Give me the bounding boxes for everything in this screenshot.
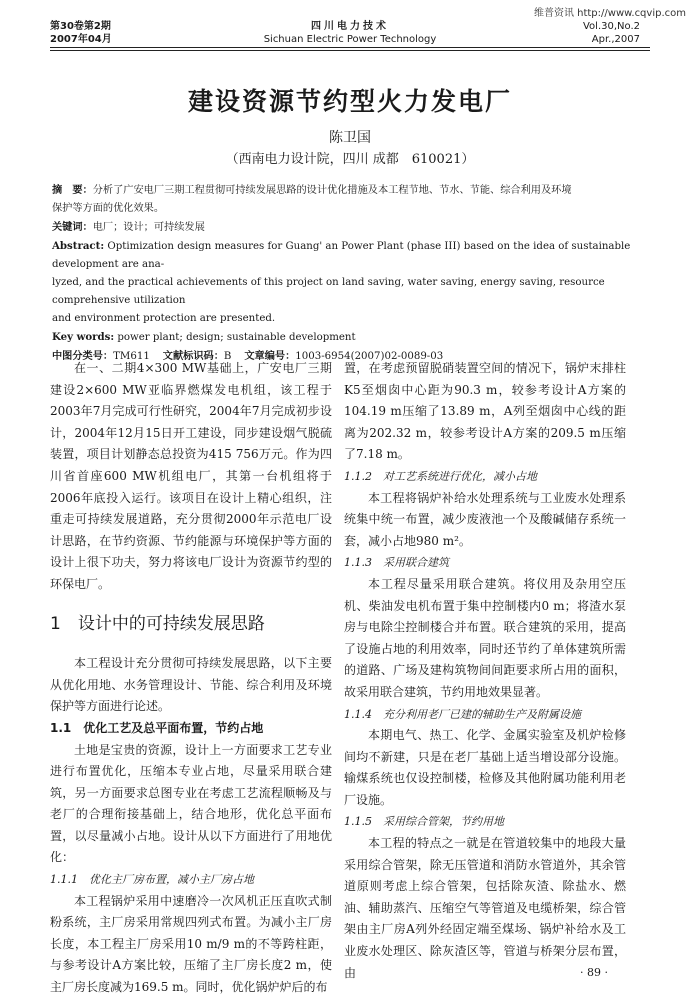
doc-code-value: B — [223, 351, 232, 362]
article-title: 建设资源节约型火力发电厂 — [187, 87, 512, 116]
section-1-heading: 1 设计中的可持续发展思路 — [50, 613, 265, 634]
abstract-en-line3: and environment protection are presented. — [52, 313, 276, 324]
article-id-value: 1003-6954(2007)02-0089-03 — [295, 351, 444, 362]
header-center — [230, 20, 470, 46]
right-column — [344, 358, 626, 984]
abstract-cn-line2: 保护等方面的优化效果。 — [52, 203, 165, 214]
section-1-1-2-heading: 1.1.2 对工艺系统进行优化，减小占地 — [344, 469, 537, 483]
article-id-label: 文章编号： — [244, 350, 296, 362]
header-volume: 第30卷第2期 — [50, 21, 111, 32]
header-rule — [50, 47, 650, 48]
header-date: 2007年04月 — [50, 34, 112, 45]
left-column — [50, 358, 332, 999]
section-1-1-3-text: 本工程尽量采用联合建筑。将仪用及杂用空压机、柴油发电机布置于集中控制楼内0 m；将渣水泵房与电除尘控制楼合并布置。联合建筑的采用，提高了设施占地的利用效率，同时还节约了单体建筑所需的道路、广场及建构筑物间间距要求所占用的面积，故采用联合建筑，节约用地效果显著。 — [344, 576, 626, 699]
section-1-1-5-heading: 1.1.5 采用综合管架，节约用地 — [344, 815, 504, 829]
header-right — [583, 20, 640, 46]
abstract-cn-label: 摘 要： — [52, 184, 93, 196]
section-1-1-4-heading: 1.1.4 充分利用老厂已建的辅助生产及附属设施 — [344, 707, 581, 721]
abstract-cn — [52, 181, 650, 200]
section-1-1-1-heading: 1.1.1 优化主厂房布置，减小主厂房占地 — [50, 873, 254, 887]
header-left — [50, 20, 112, 46]
abstract-en-line1: Optimization design measures for Guang' an Power Plant (phase III) based on the idea of sustainable development are ana- — [52, 241, 631, 270]
section-1-1-4-text: 本期电气、热工、化学、金属实验室及机炉检修间均不新建，只是在老厂基础上适当增设部分设施。输煤系统也仅设控制楼，检修及其他附属功能利用老厂设施。 — [344, 728, 626, 807]
section-1-1-heading: 1.1 优化工艺及总平面布置，节约占地 — [50, 720, 264, 735]
header-volume-en: Vol.30,No.2 — [582, 21, 640, 32]
abstract-en-line2: lyzed, and the practical achievements of this project on land saving, water saving, energy saving, resource comprehensive utilization — [52, 277, 605, 306]
abstract-en — [52, 237, 650, 274]
site-note: 维普资讯 http://www.cqvip.com — [533, 8, 686, 19]
continued-paragraph: 置，在考虑预留脱硝装置空间的情况下，锅炉末排柱K5至烟囱中心距为90.3 m，较参考设计A方案的104.19 m压缩了13.89 m，A列至烟囱中心线的距离为202.32 m，较参考设计A方案的209.5 m压缩了7.18 m。 — [344, 361, 626, 462]
header-rule-thin — [50, 50, 650, 51]
section-1-1-2-text: 本工程将锅炉补给水处理系统与工业废水处理系统集中统一布置，减少废液池一个及酸碱储存系统一套，减小占地980 m²。 — [344, 490, 626, 548]
abstract-block — [52, 181, 650, 366]
clc-label: 中图分类号： — [52, 350, 114, 362]
keywords-cn-text: 电厂；设计；可持续发展 — [92, 222, 205, 233]
clc-value: TM611 — [113, 351, 150, 362]
keywords-en-text: power plant; design; sustainable development — [114, 332, 356, 343]
section-1-1-3-heading: 1.1.3 采用联合建筑 — [344, 556, 449, 570]
section-1-1-5-text: 本工程的特点之一就是在管道较集中的地段大量采用综合管架，除无压管道和消防水管道外，其余管道原则考虑上综合管架，包括除灰渣、除盐水、燃油、辅助蒸汽、压缩空气等管道及电缆桥架，综合管架由主厂房A列外经固定端至煤场、锅炉补给水及工业废水处理区、除灰渣区等，管道与桥架分层布置，由 — [344, 836, 626, 980]
journal-name-en: Sichuan Electric Power Technology — [263, 34, 437, 45]
keywords-cn-label: 关键词： — [52, 221, 93, 233]
page-number: · 89 · — [580, 966, 608, 979]
author: 陈卫国 — [329, 130, 371, 146]
intro-paragraph: 在一、二期4×300 MW基础上，广安电厂三期建设2×600 MW亚临界燃煤发电机组，该工程于2003年7月完成可行性研究，2004年7月完成初步设计，2004年12月15日开工建设，同步建设烟气脱硫装置，项目计划静态总投资为415 756万元。作为四川省首座600 MW机组电厂，其第一台机组将于2006年底投入运行。该项目在设计上精心组织，注重走可持续发展道路，充分贯彻2000年示范电厂设计思路，在节约资源、节约能源与环境保护等方面的设计上很下功夫，努力将该电厂设计为资源节约型的环保电厂。 — [50, 361, 332, 591]
section-1-1-1-text: 本工程锅炉采用中速磨冷一次风机正压直吹式制粉系统，主厂房采用常规四列式布置。为减小主厂房长度，本工程主厂房采用10 m/9 m的不等跨柱距，与参考设计A方案比较，压缩了主厂房长度2 m，使主厂房长度减为169.5 m。同时，优化锅炉炉后的布 — [50, 893, 332, 995]
abstract-cn-line1: 分析了广安电厂三期工程贯彻可持续发展思路的设计优化措施及本工程节地、节水、节能、综合利用及环境 — [92, 185, 572, 196]
journal-name-cn: 四川电力技术 — [311, 21, 389, 32]
keywords-en — [52, 328, 650, 347]
affiliation: （西南电力设计院，四川 成都 610021） — [225, 152, 475, 167]
section-1-text: 本工程设计充分贯彻可持续发展思路，以下主要从优化用地、水务管理设计、节能、综合利用及环境保护等方面进行论述。 — [50, 656, 332, 714]
keywords-cn — [52, 218, 650, 237]
keywords-en-label: Key words: — [52, 331, 115, 343]
header-date-en: Apr.,2007 — [591, 34, 640, 45]
doc-code-label: 文献标识码： — [162, 350, 224, 362]
section-1-1-text: 土地是宝贵的资源，设计上一方面要求工艺专业进行布置优化，压缩本专业占地，尽量采用联合建筑，另一方面要求总图专业在考虑工艺流程顺畅及与老厂的合理衔接基础上，结合地形，优化总平面布置，以尽量减小占地。设计从以下方面进行了用地优化： — [50, 742, 332, 865]
abstract-en-label: Abstract: — [52, 240, 105, 252]
